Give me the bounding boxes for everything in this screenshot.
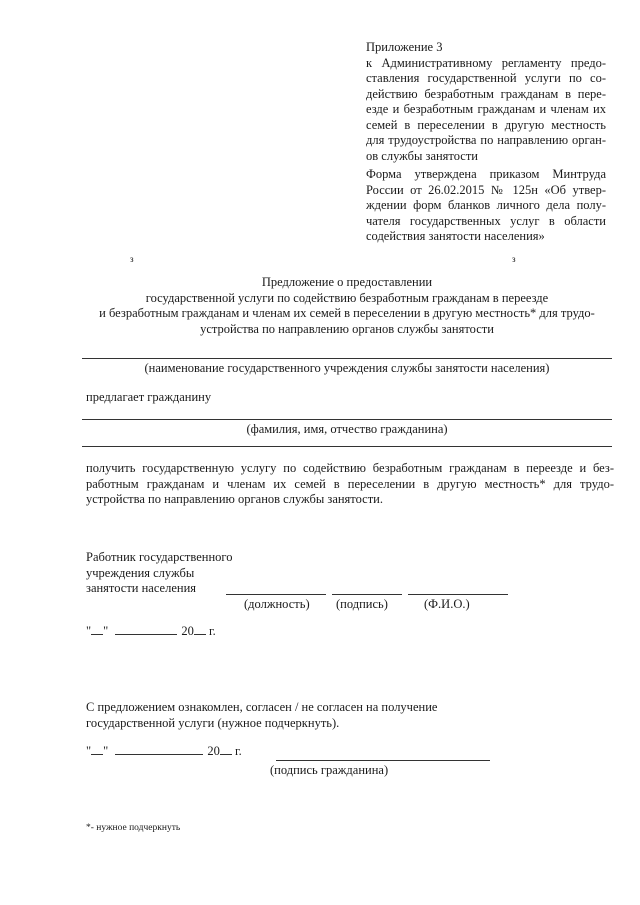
acknowledgement xyxy=(86,700,614,731)
signature-caption: (подпись) xyxy=(336,597,388,611)
year-blank xyxy=(194,634,206,635)
appendix-line: к Административному регламенту предо- xyxy=(366,55,606,70)
ack-line: государственной услуги (нужное подчеркнуть). xyxy=(86,715,340,730)
appendix-heading: Приложение 3 xyxy=(366,40,443,54)
signature-line xyxy=(332,594,402,595)
worker-line: занятости населения xyxy=(86,581,197,595)
footnote: *- нужное подчеркнуть xyxy=(86,823,181,833)
year-blank xyxy=(220,754,232,755)
title-line: и безработным гражданам и членам их семей в переселении в другую местность* для трудо- xyxy=(99,306,595,320)
worker-block xyxy=(86,550,266,597)
worker-line: Работник государственного xyxy=(86,550,233,564)
year-prefix: 20 xyxy=(207,744,220,758)
fio-caption: (Ф.И.О.) xyxy=(424,597,470,611)
date-citizen xyxy=(86,744,242,760)
document-title xyxy=(80,275,614,337)
date-quote-open: " xyxy=(86,624,92,638)
form-note-line: России от 26.02.2015 № 125н «Об утвер- xyxy=(366,182,606,197)
year-suffix: г. xyxy=(208,624,216,638)
date-quote-open: " xyxy=(86,744,92,758)
day-blank xyxy=(91,634,103,635)
position-line xyxy=(226,594,326,595)
month-blank xyxy=(115,634,177,635)
date-quote-close: " xyxy=(103,624,109,638)
body-line: работным гражданам и членам их семей в переселении в другую местность* для трудо- xyxy=(86,476,614,491)
form-note-line: содействия занятости населения» xyxy=(366,229,545,243)
appendix-line: ов службы занятости xyxy=(366,148,478,163)
month-blank xyxy=(115,754,203,755)
position-caption: (должность) xyxy=(244,597,310,611)
year-suffix: г. xyxy=(234,744,242,758)
date-worker xyxy=(86,624,216,640)
form-note-line: чателя государственных услуг в области xyxy=(366,213,606,228)
title-line: государственной услуги по содействию безработным гражданам в переезде xyxy=(145,290,549,305)
day-blank xyxy=(91,754,103,755)
body-text xyxy=(86,461,614,508)
left-mark: з xyxy=(130,254,134,264)
citizen-signature-caption: (подпись гражданина) xyxy=(270,763,389,777)
appendix-line: действию безработным гражданам в пере- xyxy=(366,86,606,101)
citizen-caption: (фамилия, имя, отчество гражданина) xyxy=(246,422,448,436)
form-note-line: ждении форм бланков личного дела полу- xyxy=(366,198,606,212)
form-note-line: Форма утверждена приказом Минтруда xyxy=(366,167,606,181)
citizen-name-line-2 xyxy=(82,446,612,447)
appendix-line: езде и безработным гражданам и членам их xyxy=(366,102,606,116)
citizen-signature-line xyxy=(276,760,490,761)
worker-line: учреждения службы xyxy=(86,565,195,580)
right-mark: з xyxy=(512,254,516,264)
form-approval-note xyxy=(366,167,606,245)
appendix-line: семей в переселении в другую местность xyxy=(366,117,606,132)
citizen-name-line xyxy=(82,419,612,420)
ack-line: С предложением ознакомлен, согласен / не согласен на получение xyxy=(86,700,438,714)
body-line: устройства по направлению органов службы занятости. xyxy=(86,492,383,506)
institution-line xyxy=(82,358,612,359)
appendix-header xyxy=(366,40,606,164)
year-prefix: 20 xyxy=(181,624,194,638)
title-line: устройства по направлению органов службы занятости xyxy=(200,321,494,336)
institution-caption: (наименование государственного учреждения службы занятости населения) xyxy=(144,361,550,375)
appendix-line: ставления государственной услуги по со- xyxy=(366,71,606,85)
appendix-line: для трудоустройства по направлению орган- xyxy=(366,133,606,147)
body-line: получить государственную услугу по содействию безработным гражданам в переезде и без- xyxy=(86,461,614,475)
date-quote-close: " xyxy=(103,744,109,758)
title-line: Предложение о предоставлении xyxy=(261,275,433,289)
fio-line xyxy=(408,594,508,595)
offers-label: предлагает гражданину xyxy=(86,390,212,404)
